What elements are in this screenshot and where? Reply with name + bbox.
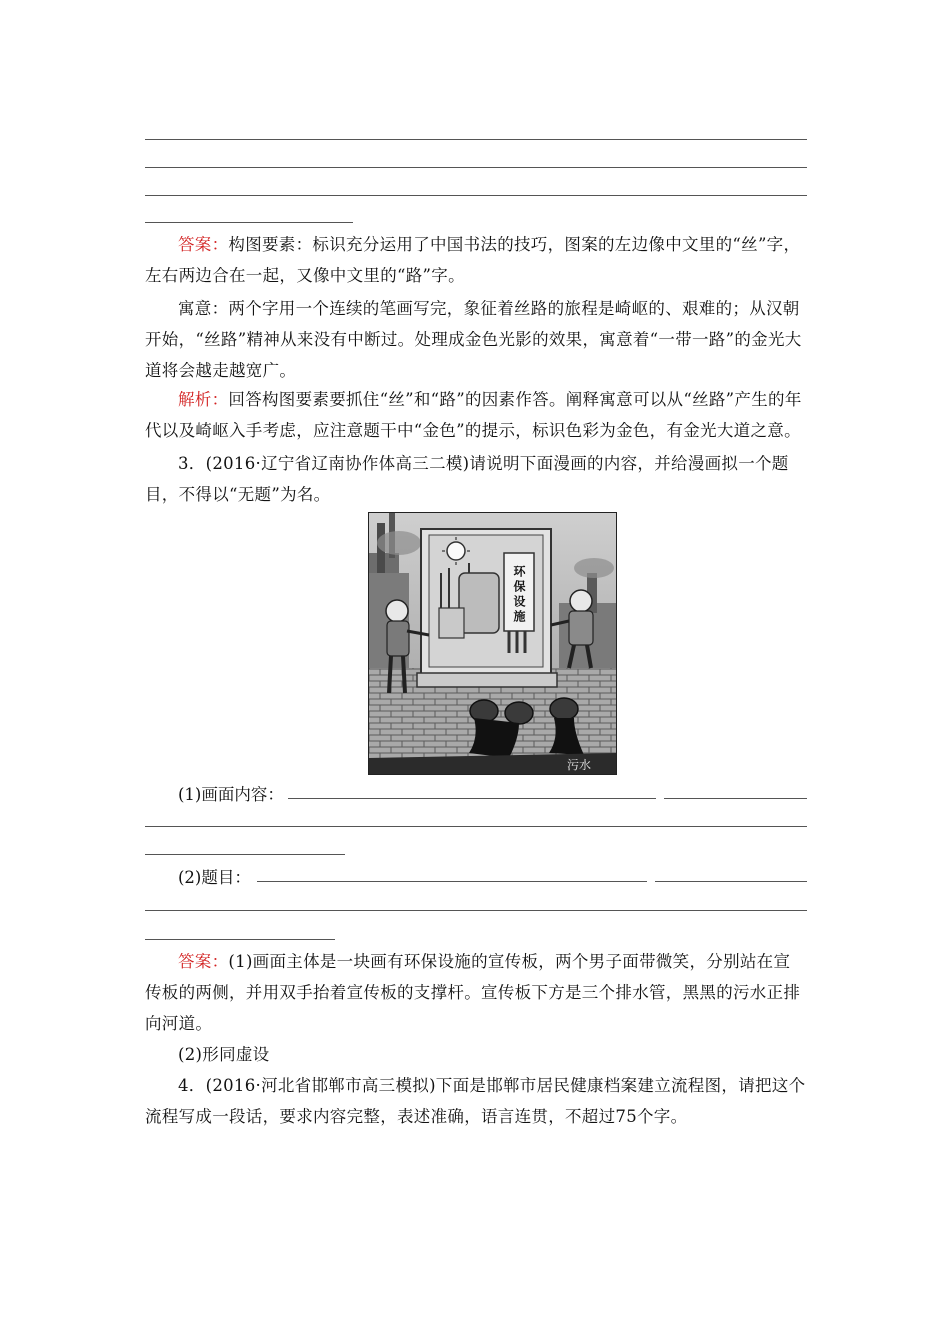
answer-blank-line <box>145 910 807 911</box>
water-text: 污水 <box>566 758 592 772</box>
analysis-text: 回答构图要素要抓住“丝”和“路”的因素作答。阐释寓意可以从“丝路”产生的年代以及崎岖入手考虑，应注意题干中“金色”的提示，标识色彩为金色，有金光大道之意。 <box>145 390 802 440</box>
answer-blank-line <box>655 881 807 882</box>
answer-blank-line <box>664 798 807 799</box>
q4-stem: 4．(2016·河北省邯郸市高三模拟)下面是邯郸市居民健康档案建立流程图，请把这个流程写成一段话，要求内容完整，表述准确，语言连贯，不超过75个字。 <box>145 1076 806 1126</box>
cartoon-image <box>368 512 617 775</box>
answer-blank-line <box>145 939 335 940</box>
answer-text: 构图要素：标识充分运用了中国书法的技巧，图案的左边像中文里的“丝”字，左右两边合在一起，又像中文里的“路”字。 <box>145 235 801 285</box>
q2-answer-paragraph <box>145 229 807 291</box>
answer-blank-line <box>257 881 647 882</box>
answer-blank-line <box>145 167 807 168</box>
answer-label: 答案： <box>178 235 229 254</box>
sign-char: 保 <box>512 580 526 592</box>
sign-char: 设 <box>512 595 526 607</box>
answer-blank-line <box>145 222 353 223</box>
q3-answer-sub2: (2)形同虚设 <box>178 1045 270 1064</box>
q2-analysis-paragraph <box>145 384 807 446</box>
answer-blank-line <box>145 139 807 140</box>
sign-char: 环 <box>512 565 526 577</box>
q2-meaning-paragraph <box>145 293 807 386</box>
answer-blank-line <box>145 195 807 196</box>
q3-sub1-label: (1)画面内容： <box>178 785 284 804</box>
meaning-text: 寓意：两个字用一个连续的笔画写完，象征着丝路的旅程是崎岖的、艰难的；从汉朝开始，“丝路”精神从来没有中断过。处理成金色光影的效果，寓意着“一带一路”的金光大道将会越走越宽广。 <box>145 299 802 380</box>
analysis-label: 解析： <box>178 390 229 409</box>
q3-sub2-label: (2)题目： <box>178 868 251 887</box>
answer-blank-line <box>145 826 807 827</box>
q3-stem: 3．(2016·辽宁省辽南协作体高三二模)请说明下面漫画的内容，并给漫画拟一个题目，不得以“无题”为名。 <box>145 454 789 504</box>
answer-blank-line <box>145 854 345 855</box>
answer-text: (1)画面主体是一块画有环保设施的宣传板，两个男子面带微笑，分别站在宣传板的两侧，并用双手抬着宣传板的支撑杆。宣传板下方是三个排水管，黑黑的污水正排向河道。 <box>145 952 801 1033</box>
answer-blank-line <box>288 798 656 799</box>
answer-label: 答案： <box>178 952 229 971</box>
q3-answer-paragraph <box>145 946 807 1039</box>
sign-char: 施 <box>512 610 526 622</box>
